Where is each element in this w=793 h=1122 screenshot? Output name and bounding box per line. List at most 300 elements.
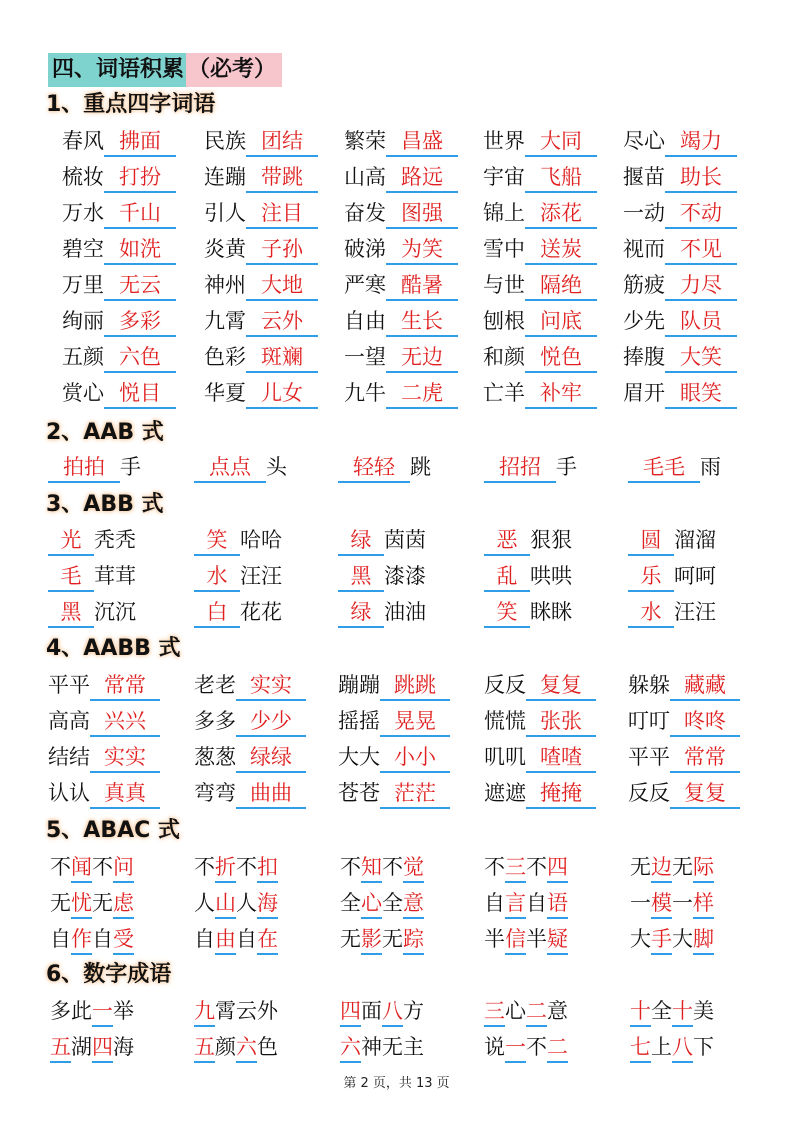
idiom-char: 举 (113, 999, 134, 1023)
idiom-char: 无 (340, 927, 361, 951)
idiom-answer: 在 (257, 925, 278, 955)
word-item (204, 342, 318, 374)
word-given: 九牛 (344, 381, 386, 405)
idiom-char: 不 (50, 855, 71, 879)
word-item (623, 270, 737, 302)
word-given: 梳妆 (62, 165, 104, 189)
word-item (484, 888, 568, 920)
word-item (483, 198, 597, 230)
word-given: 哈哈 (240, 528, 282, 552)
word-item (50, 996, 134, 1028)
word-given: 遮遮 (484, 781, 526, 805)
word-given: 眯眯 (530, 600, 572, 624)
word-item (630, 924, 714, 956)
word-given: 结结 (48, 745, 90, 769)
word-given: 茵茵 (384, 528, 426, 552)
word-item (344, 342, 458, 374)
word-given: 汪汪 (240, 564, 282, 588)
word-row (0, 162, 793, 194)
word-given: 茸茸 (94, 564, 136, 588)
idiom-char: 面 (361, 999, 382, 1023)
word-item (628, 561, 716, 593)
word-given: 雪中 (483, 237, 525, 261)
word-item (194, 597, 282, 629)
word-item (628, 452, 721, 484)
word-given: 溜溜 (674, 528, 716, 552)
word-given: 春风 (62, 129, 104, 153)
idiom-char: 意 (547, 999, 568, 1023)
idiom-char: 湖 (71, 1035, 92, 1059)
word-item (338, 670, 450, 702)
word-given: 雨 (700, 455, 721, 479)
word-answer: 乐 (628, 562, 674, 592)
idiom-answer: 扣 (257, 853, 278, 883)
word-answer: 圆 (628, 526, 674, 556)
word-given: 老老 (194, 673, 236, 697)
word-given: 多多 (194, 709, 236, 733)
idiom-char: 全 (340, 891, 361, 915)
word-item (630, 996, 714, 1028)
idiom-answer: 语 (547, 889, 568, 919)
word-given: 九霄 (204, 309, 246, 333)
word-given: 自由 (344, 309, 386, 333)
idiom-char: 半 (526, 927, 547, 951)
word-answer: 无云 (104, 271, 176, 301)
word-item (194, 778, 306, 810)
word-item (48, 561, 136, 593)
word-item (204, 270, 318, 302)
idiom-char: 方 (403, 999, 424, 1023)
word-answer: 无边 (386, 343, 458, 373)
word-item (194, 561, 282, 593)
word-item (483, 342, 597, 374)
word-item (194, 1032, 278, 1064)
word-answer: 毛 (48, 562, 94, 592)
section-heading-number-idioms: 6、数字成语 (46, 962, 172, 987)
idiom-answer: 山 (215, 889, 236, 919)
word-answer: 眼笑 (665, 379, 737, 409)
idiom-number: 六 (340, 1033, 361, 1063)
word-answer: 少少 (236, 707, 306, 737)
idiom-char: 颜 (215, 1035, 236, 1059)
word-item (484, 525, 572, 557)
idiom-char: 大 (630, 927, 651, 951)
word-item (344, 234, 458, 266)
word-given: 平平 (48, 673, 90, 697)
word-given: 世界 (483, 129, 525, 153)
word-item (628, 670, 740, 702)
idiom-number: 六 (236, 1033, 257, 1063)
word-answer: 如洗 (104, 235, 176, 265)
word-answer: 茫茫 (380, 779, 450, 809)
idiom-answer: 作 (71, 925, 92, 955)
word-item (623, 126, 737, 158)
word-answer: 喳喳 (526, 743, 596, 773)
word-given: 一动 (623, 201, 665, 225)
idiom-char: 全 (651, 999, 672, 1023)
idiom-answer: 际 (693, 853, 714, 883)
word-given: 认认 (48, 781, 90, 805)
word-item (194, 742, 306, 774)
word-item (338, 561, 426, 593)
idiom-char: 无 (672, 855, 693, 879)
word-item (50, 888, 134, 920)
word-given: 一望 (344, 345, 386, 369)
idiom-number: 十 (630, 997, 651, 1027)
word-item (50, 852, 134, 884)
word-row (0, 270, 793, 302)
word-item (204, 378, 318, 410)
word-answer: 实实 (236, 671, 306, 701)
idiom-char: 无 (92, 891, 113, 915)
word-given: 神州 (204, 273, 246, 297)
word-given: 色彩 (204, 345, 246, 369)
word-item (484, 996, 568, 1028)
idiom-char: 自 (50, 927, 71, 951)
idiom-answer: 问 (113, 853, 134, 883)
word-answer: 子孙 (246, 235, 318, 265)
idiom-char: 不 (194, 855, 215, 879)
word-answer: 张张 (526, 707, 596, 737)
word-given: 赏心 (62, 381, 104, 405)
idiom-number: 七 (630, 1033, 651, 1063)
word-answer: 招招 (484, 453, 556, 483)
word-given: 汪汪 (674, 600, 716, 624)
word-answer: 送炭 (525, 235, 597, 265)
idiom-answer: 忧 (71, 889, 92, 919)
word-item (628, 742, 740, 774)
word-item (483, 126, 597, 158)
idiom-answer: 折 (215, 853, 236, 883)
word-item (340, 1032, 424, 1064)
word-given: 花花 (240, 600, 282, 624)
idiom-answer: 受 (113, 925, 134, 955)
idiom-number: 五 (50, 1033, 71, 1063)
word-answer: 队员 (665, 307, 737, 337)
word-answer: 悦色 (525, 343, 597, 373)
idiom-char: 自 (92, 927, 113, 951)
word-answer: 问底 (525, 307, 597, 337)
word-given: 反反 (484, 673, 526, 697)
word-item (484, 706, 596, 738)
word-answer: 晃晃 (380, 707, 450, 737)
idiom-char: 上 (651, 1035, 672, 1059)
idiom-answer: 虑 (113, 889, 134, 919)
idiom-answer: 模 (651, 889, 672, 919)
idiom-char: 说 (484, 1035, 505, 1059)
idiom-answer: 觉 (403, 853, 424, 883)
word-row (0, 561, 793, 593)
word-item (194, 996, 278, 1028)
idiom-number: 九 (194, 997, 215, 1027)
word-item (623, 378, 737, 410)
idiom-number: 五 (194, 1033, 215, 1063)
idiom-char: 不 (526, 1035, 547, 1059)
word-answer: 路远 (386, 163, 458, 193)
idiom-char: 半 (484, 927, 505, 951)
word-given: 手 (556, 455, 577, 479)
section-banner (48, 53, 282, 87)
word-item (48, 778, 160, 810)
word-answer: 带跳 (246, 163, 318, 193)
word-item (48, 452, 141, 484)
word-given: 引人 (204, 201, 246, 225)
word-answer: 常常 (90, 671, 160, 701)
word-item (623, 198, 737, 230)
word-item (484, 1032, 568, 1064)
word-given: 跳 (410, 455, 431, 479)
word-given: 躲躲 (628, 673, 670, 697)
word-row (0, 924, 793, 956)
word-given: 哄哄 (530, 564, 572, 588)
word-answer: 毛毛 (628, 453, 700, 483)
word-item (628, 597, 716, 629)
idiom-char: 自 (236, 927, 257, 951)
word-answer: 多彩 (104, 307, 176, 337)
word-given: 苍苍 (338, 781, 380, 805)
word-answer: 图强 (386, 199, 458, 229)
word-answer: 白 (194, 598, 240, 628)
word-item (344, 198, 458, 230)
word-row (0, 378, 793, 410)
idiom-char: 多此 (50, 999, 92, 1023)
idiom-char: 全 (382, 891, 403, 915)
word-item (62, 342, 176, 374)
word-item (344, 126, 458, 158)
word-given: 宇宙 (483, 165, 525, 189)
word-item (194, 670, 306, 702)
word-answer: 拍拍 (48, 453, 120, 483)
word-answer: 千山 (104, 199, 176, 229)
word-item (483, 162, 597, 194)
word-answer: 恶 (484, 526, 530, 556)
idiom-char: 无 (630, 855, 651, 879)
word-answer: 绿绿 (236, 743, 306, 773)
word-row (0, 452, 793, 484)
word-given: 呵呵 (674, 564, 716, 588)
word-answer: 助长 (665, 163, 737, 193)
idiom-answer: 踪 (403, 925, 424, 955)
idiom-char: 美 (693, 999, 714, 1023)
idiom-char: 自 (484, 891, 505, 915)
section-heading-four-char: 1、重点四字词语 (46, 92, 216, 117)
idiom-answer: 意 (403, 889, 424, 919)
idiom-answer: 疑 (547, 925, 568, 955)
word-answer: 悦目 (104, 379, 176, 409)
idiom-number: 三 (484, 997, 505, 1027)
word-item (338, 452, 431, 484)
word-answer: 不动 (665, 199, 737, 229)
word-item (62, 378, 176, 410)
word-answer: 复复 (670, 779, 740, 809)
word-answer: 乱 (484, 562, 530, 592)
word-item (630, 1032, 714, 1064)
word-given: 万水 (62, 201, 104, 225)
word-item (483, 378, 597, 410)
word-item (483, 234, 597, 266)
idiom-answer: 三 (505, 853, 526, 883)
word-row (0, 706, 793, 738)
idiom-char: 神无主 (361, 1035, 424, 1059)
idiom-char: 一 (630, 891, 651, 915)
word-given: 头 (266, 455, 287, 479)
word-answer: 为笑 (386, 235, 458, 265)
word-given: 炎黄 (204, 237, 246, 261)
idiom-number: 十 (672, 997, 693, 1027)
word-given: 摇摇 (338, 709, 380, 733)
banner-note: （必考） (186, 53, 282, 87)
word-given: 视而 (623, 237, 665, 261)
word-answer: 复复 (526, 671, 596, 701)
word-item (344, 270, 458, 302)
idiom-char: 无 (382, 927, 403, 951)
word-item (194, 888, 278, 920)
word-given: 山高 (344, 165, 386, 189)
word-item (194, 852, 278, 884)
idiom-char: 不 (526, 855, 547, 879)
page-footer: 第 2 页，共 13 页 (343, 1076, 450, 1091)
idiom-char: 人 (236, 891, 257, 915)
word-answer: 打扮 (104, 163, 176, 193)
idiom-answer: 脚 (693, 925, 714, 955)
word-item (48, 670, 160, 702)
word-answer: 水 (194, 562, 240, 592)
word-given: 沉沉 (94, 600, 136, 624)
word-answer: 酷暑 (386, 271, 458, 301)
idiom-answer: 四 (547, 853, 568, 883)
word-item (484, 742, 596, 774)
word-answer: 轻轻 (338, 453, 410, 483)
word-item (344, 378, 458, 410)
section-heading-aabb: 4、AABB 式 (46, 636, 181, 661)
idiom-char: 人 (194, 891, 215, 915)
word-item (62, 270, 176, 302)
word-answer: 真真 (90, 779, 160, 809)
word-given: 高高 (48, 709, 90, 733)
idiom-char: 自 (526, 891, 547, 915)
idiom-char: 色 (257, 1035, 278, 1059)
word-item (344, 306, 458, 338)
idiom-number: 二 (526, 997, 547, 1027)
word-given: 亡羊 (483, 381, 525, 405)
word-given: 筋疲 (623, 273, 665, 297)
word-item (484, 778, 596, 810)
word-given: 民族 (204, 129, 246, 153)
word-given: 万里 (62, 273, 104, 297)
idiom-char: 不 (340, 855, 361, 879)
word-row (0, 126, 793, 158)
word-item (623, 234, 737, 266)
word-answer: 笑 (194, 526, 240, 556)
word-answer: 竭力 (665, 127, 737, 157)
word-given: 绚丽 (62, 309, 104, 333)
word-given: 漆漆 (384, 564, 426, 588)
word-item (48, 597, 136, 629)
word-item (48, 525, 136, 557)
word-item (62, 234, 176, 266)
idiom-char: 大 (672, 927, 693, 951)
word-given: 奋发 (344, 201, 386, 225)
word-item (62, 126, 176, 158)
word-answer: 大同 (525, 127, 597, 157)
idiom-number: 二 (547, 1033, 568, 1063)
word-given: 碧空 (62, 237, 104, 261)
word-answer: 拂面 (104, 127, 176, 157)
idiom-char: 不 (236, 855, 257, 879)
word-row (0, 888, 793, 920)
word-item (204, 126, 318, 158)
word-item (484, 452, 577, 484)
word-answer: 儿女 (246, 379, 318, 409)
word-given: 破涕 (344, 237, 386, 261)
word-given: 油油 (384, 600, 426, 624)
word-answer: 绿 (338, 598, 384, 628)
word-item (194, 706, 306, 738)
idiom-char: 无 (50, 891, 71, 915)
word-item (204, 234, 318, 266)
word-item (623, 162, 737, 194)
idiom-answer: 心 (361, 889, 382, 919)
word-given: 平平 (628, 745, 670, 769)
word-item (484, 597, 572, 629)
word-item (623, 306, 737, 338)
word-answer: 黑 (48, 598, 94, 628)
word-given: 捧腹 (623, 345, 665, 369)
idiom-number: 四 (92, 1033, 113, 1063)
word-item (338, 706, 450, 738)
idiom-char: 一 (672, 891, 693, 915)
idiom-answer: 信 (505, 925, 526, 955)
idiom-answer: 样 (693, 889, 714, 919)
idiom-answer: 手 (651, 925, 672, 955)
word-given: 叮叮 (628, 709, 670, 733)
word-given: 五颜 (62, 345, 104, 369)
word-item (62, 306, 176, 338)
word-row (0, 597, 793, 629)
word-item (50, 924, 134, 956)
word-item (204, 162, 318, 194)
word-item (338, 597, 426, 629)
idiom-char: 自 (194, 927, 215, 951)
word-item (483, 306, 597, 338)
word-answer: 绿 (338, 526, 384, 556)
idiom-answer: 闻 (71, 853, 92, 883)
word-item (623, 342, 737, 374)
word-answer: 大笑 (665, 343, 737, 373)
word-answer: 飞船 (525, 163, 597, 193)
word-item (628, 525, 716, 557)
word-given: 刨根 (483, 309, 525, 333)
idiom-number: 八 (382, 997, 403, 1027)
word-answer: 笑 (484, 598, 530, 628)
word-given: 眉开 (623, 381, 665, 405)
word-answer: 掩掩 (526, 779, 596, 809)
section-heading-abac: 5、ABAC 式 (46, 818, 180, 843)
word-given: 蹦蹦 (338, 673, 380, 697)
word-row (0, 670, 793, 702)
word-given: 反反 (628, 781, 670, 805)
word-answer: 团结 (246, 127, 318, 157)
word-item (630, 852, 714, 884)
word-answer: 二虎 (386, 379, 458, 409)
idiom-answer: 言 (505, 889, 526, 919)
word-item (338, 525, 426, 557)
word-answer: 水 (628, 598, 674, 628)
idiom-answer: 影 (361, 925, 382, 955)
word-given: 与世 (483, 273, 525, 297)
word-item (194, 924, 278, 956)
word-answer: 小小 (380, 743, 450, 773)
